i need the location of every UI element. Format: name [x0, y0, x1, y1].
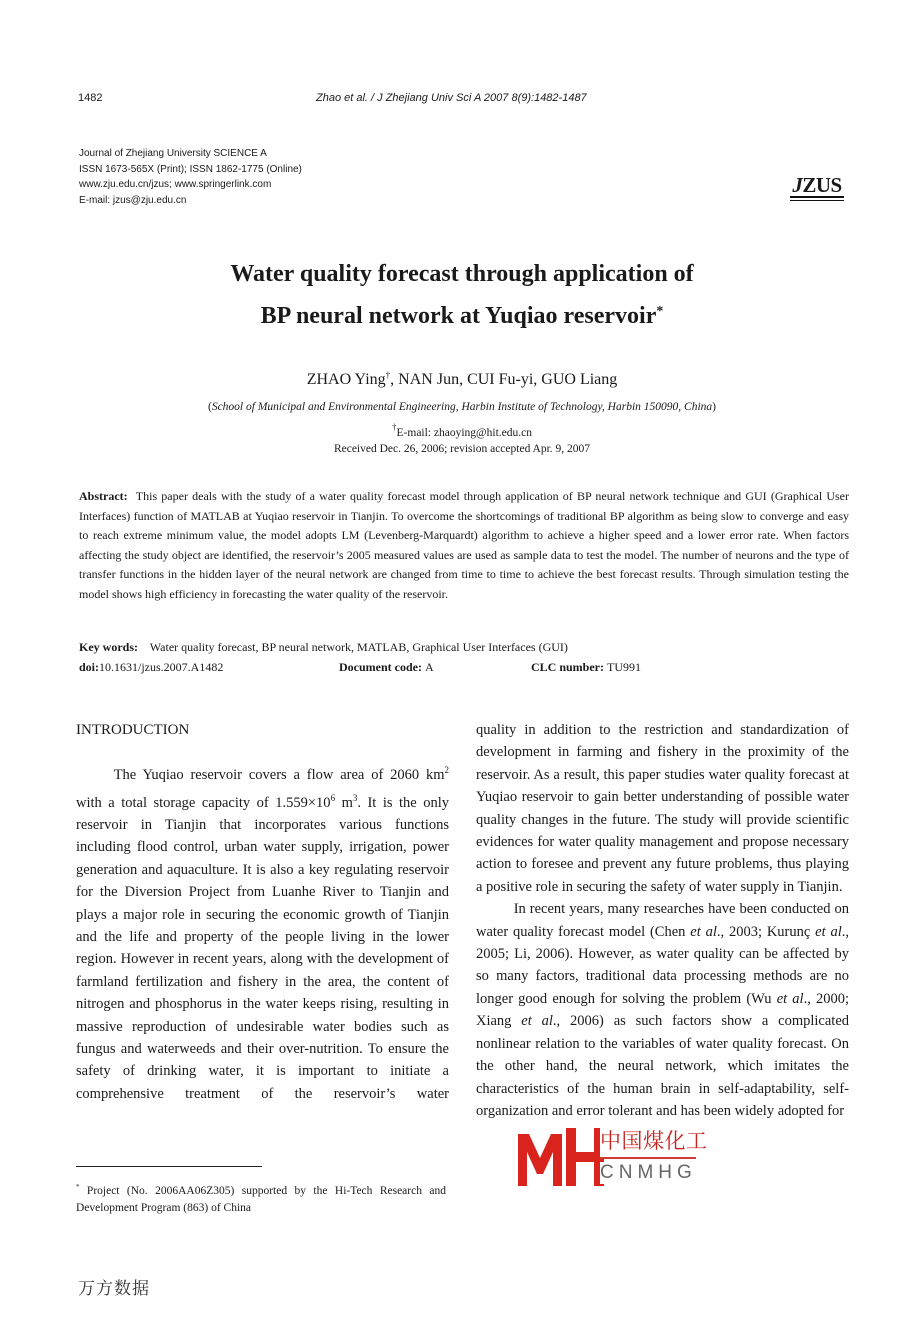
source-mark: 万方数据	[78, 1279, 150, 1299]
section-heading-introduction: INTRODUCTION	[76, 722, 190, 738]
logo-j: J	[792, 173, 803, 197]
keywords-label: Key words:	[79, 640, 138, 654]
clc-number	[531, 660, 642, 675]
author-first: ZHAO Ying	[306, 371, 386, 388]
text-run: The Yuqiao reservoir covers a flow area of 2060 km	[113, 767, 445, 784]
clc-value: TU991	[607, 660, 642, 674]
corresponding-mark: †	[385, 370, 391, 380]
email-text: E-mail: zhaoying@hit.edu.cn	[396, 427, 532, 439]
journal-name: Journal of Zhejiang University SCIENCE A	[79, 148, 267, 159]
doc-code-label: Document code:	[339, 660, 422, 674]
paper-title	[0, 255, 904, 335]
text-run: m	[335, 794, 353, 811]
keywords-text: Water quality forecast, BP neural network, MATLAB, Graphical User Interfaces (GUI)	[149, 640, 568, 654]
abstract	[79, 487, 849, 604]
superscript: 6	[330, 792, 336, 803]
text-run: ., 2000; Xiang	[476, 990, 849, 1030]
footnote-mark: *	[76, 1183, 80, 1191]
title-footnote-mark: *	[656, 304, 664, 319]
email-mark: †	[392, 422, 397, 432]
title-line-2: BP neural network at Yuqiao reservoir	[260, 303, 657, 329]
doc-code-value: A	[424, 660, 434, 674]
text-run: ., 2006) as such factors show a complicated nonlinear relation to the variables of water quality forecast. On the other hand, the neural network, which imitates the characteristics of the human brain in self-adaptability, self-organization and error tolerant and has been widely adopted for	[476, 1013, 850, 1119]
superscript: 2	[444, 765, 449, 776]
intro-paragraph-1	[76, 759, 449, 1105]
abstract-label: Abstract:	[79, 489, 128, 503]
watermark-underline	[600, 1157, 696, 1159]
et-al: et al	[521, 1013, 553, 1030]
text-run: In recent years, many researches have been conducted on water quality forecast model (Chen	[476, 901, 849, 940]
et-al: et al	[815, 923, 842, 940]
jzus-logo	[790, 175, 844, 201]
keywords	[79, 640, 568, 655]
paren-close: )	[712, 401, 716, 413]
document-code	[339, 660, 434, 675]
footnote	[76, 1179, 446, 1217]
mh-logo-icon	[516, 1128, 606, 1186]
journal-issn: ISSN 1673-565X (Print); ISSN 1862-1775 (Online)	[79, 163, 302, 175]
right-column	[476, 719, 849, 1122]
logo-rule-thin	[790, 200, 844, 201]
footnote-text: Project (No. 2006AA06Z305) supported by the Hi-Tech Research and Development Program (863) of China	[76, 1185, 446, 1214]
affiliation-text: School of Municipal and Environmental Engineering, Harbin Institute of Technology, Harbin 150090, China	[211, 401, 713, 413]
journal-urls: www.zju.edu.cn/jzus; www.springerlink.com	[79, 179, 272, 190]
footnote-rule	[76, 1166, 262, 1167]
clc-label: CLC number:	[531, 660, 605, 674]
abstract-text: This paper deals with the study of a water quality forecast model through application of BP neural network technique and GUI (Graphical User Interfaces) function of MATLAB at Yuqiao reservoir in Tianjin. To overcome the shortcomings of traditional BP algorithm as being slow to converge and easy to reach extreme minimum value, the model adopts LM (Levenberg-Marquardt) algorithm to achieve a higher speed and a lower error rate. When factors affecting the study object are identified, the reservoir’s 2005 measured values are used as sample data to test the model. The number of neurons and the type of transfer functions in the hidden layer of the neural network are changed from time to time to achieve the best forecast results. Through simulation testing the model shows high efficiency in forecasting the water quality of the reservoir.	[79, 489, 849, 601]
text-run: ., 2003; Kurunç	[716, 923, 816, 940]
journal-email: E-mail: jzus@zju.edu.cn	[79, 194, 187, 206]
intro-paragraph-1-continued: quality in addition to the restriction and standardization of development in farming and fishery in the proximity of the reservoir. As a result, this paper studies water quality forecast at Yuqiao reservoir to gain better understanding of possible water quality changes in the future. The study will provide scientific evidences for water quality management and propose necessary action to foresee and prevent any future problems, thus playing a positive role in securing the safety of water supply in Tianjin.	[476, 722, 849, 895]
superscript: 3	[352, 792, 358, 803]
logo-zus: ZUS	[802, 173, 842, 197]
doi-label: doi:	[79, 660, 100, 674]
intro-paragraph-2	[476, 898, 849, 1122]
text-run: ., 2005; Li, 2006). However, as water quality can be affected by so many factors, traditional data processing methods are no longer good enough for solving the problem (Wu	[476, 923, 849, 1007]
title-line-1: Water quality forecast through application of	[230, 261, 694, 287]
doi-value[interactable]: 10.1631/jzus.2007.A1482	[99, 660, 224, 674]
watermark-chinese: 中国煤化工	[600, 1127, 706, 1157]
paren-open: (	[207, 401, 212, 413]
page-number: 1482	[78, 92, 103, 104]
author-rest: , NAN Jun, CUI Fu-yi, GUO Liang	[390, 371, 618, 388]
watermark-logo	[516, 1125, 706, 1195]
received-dates: Received Dec. 26, 2006; revision accepted Apr. 9, 2007	[333, 443, 591, 455]
text-run: with a total storage capacity of 1.559×10	[76, 794, 331, 811]
text-run: . It is the only reservoir in Tianjin that incorporates various functions including flood control, urban water supply, irrigation, power generation and aquaculture. It is also a key regulating reservoir for the Diversion Project from Luanhe River to Tianjin and plays a major role in securing the economic growth of Tianjin and the life and property of the people living in the lower region. However in recent years, along with the development of farmland fertilization and fishery in the area, the content of nitrogen and phosphorus in the water keeps rising, resulting in massive reproduction of undesirable water bodies such as fungus and waterweeds and their over-nutrition. To ensure the safety of drinking water, it is important to initiate a comprehensive treatment of the reservoir’s water	[76, 794, 449, 1102]
author-email	[0, 422, 904, 439]
doi	[79, 660, 224, 675]
et-al: et al	[690, 923, 717, 940]
running-title: Zhao et al. / J Zhejiang Univ Sci A 2007 8(9):1482-1487	[316, 92, 587, 104]
affiliation	[0, 401, 904, 413]
watermark-english: CNMHG	[600, 1162, 704, 1184]
left-column	[76, 719, 449, 1105]
et-al: et al	[776, 990, 804, 1007]
author-list	[0, 370, 904, 389]
journal-info	[79, 146, 302, 208]
